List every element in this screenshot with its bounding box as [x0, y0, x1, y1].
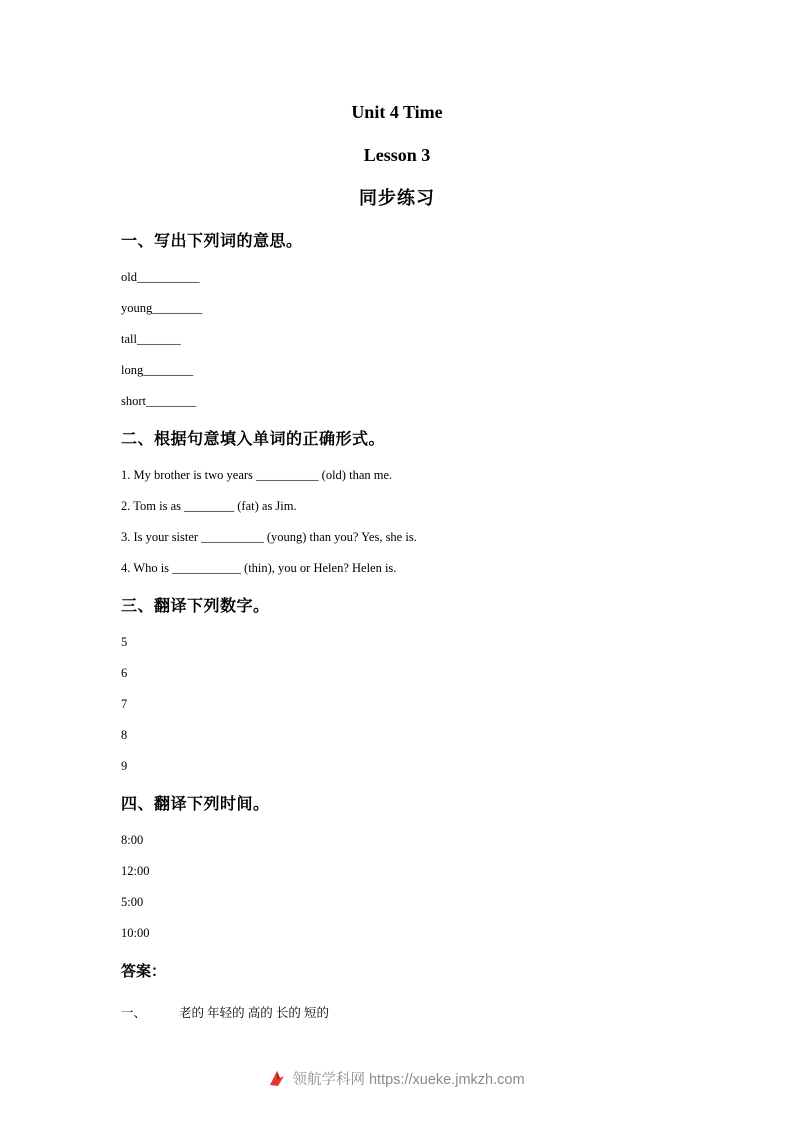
practice-title: 同步练习: [359, 188, 435, 208]
worksheet-line: 9: [121, 759, 128, 773]
lesson-title: Lesson 3: [363, 145, 431, 165]
answer-item-text: 老的 年轻的 高的 长的 短的: [179, 1006, 330, 1020]
answers-section: [121, 960, 673, 1021]
worksheet-line: 1. My brother is two years __________ (old) than me.: [121, 468, 393, 482]
footer-text: 领航学科网 https://xueke.jmkzh.com: [292, 1072, 525, 1088]
worksheet-line: 3. Is your sister __________ (young) than you? Yes, she is.: [121, 530, 417, 544]
unit-title: Unit 4 Time: [351, 102, 443, 122]
worksheet-line: 12:00: [121, 864, 150, 878]
worksheet-line: 8:00: [121, 833, 144, 847]
section-2-heading: 二、根据句意填入单词的正确形式。: [121, 431, 386, 448]
worksheet-line: 5: [121, 635, 128, 649]
worksheet-line: long________: [121, 363, 194, 377]
section-4-heading: 四、翻译下列时间。: [121, 796, 270, 813]
worksheet-line: tall_______: [121, 332, 181, 346]
section-translate-times: [121, 795, 673, 940]
answers-heading: 答案：: [121, 963, 167, 980]
site-logo-icon: [268, 1070, 286, 1092]
section-1-heading: 一、写出下列词的意思。: [121, 233, 303, 250]
section-3-heading: 三、翻译下列数字。: [121, 598, 270, 615]
section-translate-numbers: [121, 597, 673, 773]
worksheet-line: young________: [121, 301, 203, 315]
worksheet-line: 4. Who is ___________ (thin), you or Helen? Helen is.: [121, 561, 397, 575]
worksheet-line: 7: [121, 697, 128, 711]
section-word-meanings: [121, 232, 673, 408]
worksheet-line: 5:00: [121, 895, 144, 909]
worksheet-line: 10:00: [121, 926, 150, 940]
section-word-forms: [121, 430, 673, 575]
answer-item-label: 一、: [121, 1006, 147, 1020]
worksheet-line: short________: [121, 394, 196, 408]
worksheet-line: 6: [121, 666, 128, 680]
site-footer: [0, 1068, 793, 1092]
worksheet-line: old__________: [121, 270, 200, 284]
worksheet-line: 2. Tom is as ________ (fat) as Jim.: [121, 499, 297, 513]
answer-line: [121, 1003, 673, 1021]
worksheet-line: 8: [121, 728, 128, 742]
